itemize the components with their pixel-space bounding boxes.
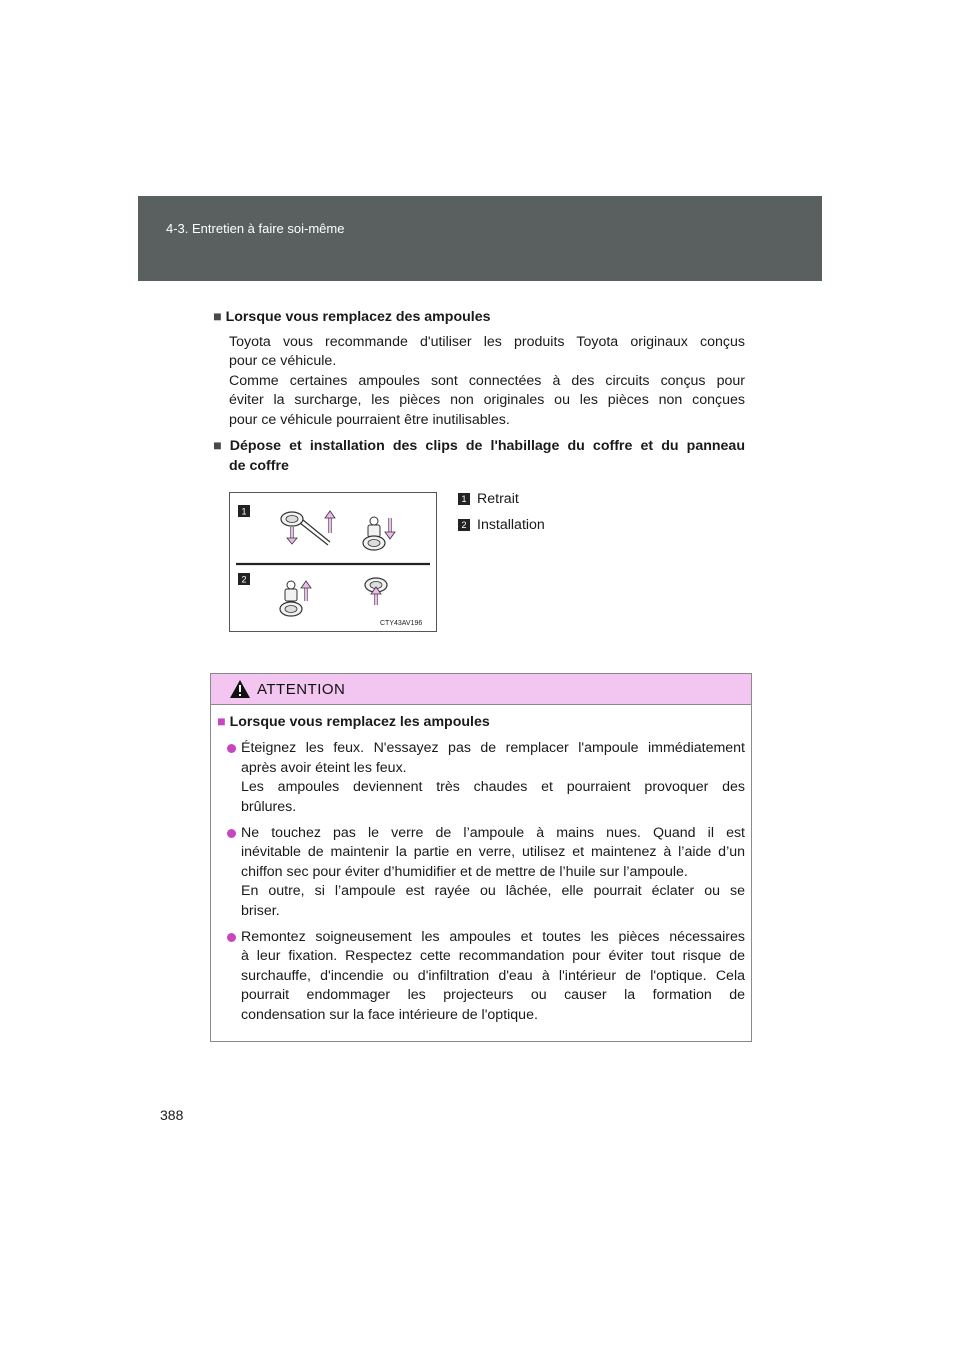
figure-legend — [458, 486, 545, 538]
attention-header — [211, 674, 751, 705]
attention-bullet — [217, 928, 745, 1025]
paragraph-line: pour ce véhicule. — [229, 353, 337, 370]
warning-triangle-icon — [229, 679, 251, 699]
figure-code: CTY43AV196 — [380, 620, 423, 627]
bullet-dot-icon — [227, 933, 236, 942]
clip-install-push — [365, 578, 387, 605]
clip-removal-pulled — [363, 517, 395, 550]
bullet-dot-icon — [227, 744, 236, 753]
clip-diagram — [230, 493, 436, 631]
attention-title: ATTENTION — [257, 680, 346, 698]
bullet-line: Éteignez les feux. N'essayez pas de remplacer l'ampoule immédiatement — [241, 740, 745, 757]
section-bulb-replacement — [213, 308, 745, 431]
paragraph-line: pour ce véhicule pourraient être inutilisables. — [229, 411, 510, 428]
bullet-line: inévitable de maintenir la partie en verre, utilisez et maintenez à l’aide d’un — [241, 844, 745, 861]
clip-removal — [281, 511, 335, 545]
legend-label: Retrait — [477, 491, 519, 507]
page-number: 388 — [160, 1107, 184, 1123]
bullet-line: pourrait endommager les projecteurs ou causer la formation de — [241, 987, 745, 1004]
legend-item — [458, 486, 545, 512]
legend-item — [458, 512, 545, 538]
bullet-line: surchauffe, d'incendie ou d'infiltration d'eau à l'intérieur de l'optique. Cela — [241, 967, 745, 984]
square-bullet-icon: ■ — [217, 714, 226, 730]
bullet-line: brûlures. — [241, 798, 297, 815]
legend-badge: 2 — [458, 519, 470, 531]
header-band — [138, 196, 822, 281]
bullet-line: chiffon sec pour éviter d’humidifier et de mettre de l’huile sur l’ampoule. — [241, 863, 688, 880]
attention-bullet — [217, 739, 745, 817]
section-heading — [213, 308, 745, 328]
attention-heading — [217, 713, 745, 732]
legend-label: Installation — [477, 517, 545, 533]
heading-line — [213, 437, 745, 457]
bullet-line: à leur fixation. Respectez cette recommandation pour éviter tout risque de — [241, 948, 745, 965]
attention-heading-text: Lorsque vous remplacez les ampoules — [229, 714, 490, 730]
bullet-line: Les ampoules deviennent très chaudes et pourraient provoquer des — [241, 779, 745, 796]
legend-badge: 1 — [458, 493, 470, 505]
paragraph-line: Comme certaines ampoules sont connectées à des circuits conçus pour — [229, 372, 745, 389]
section-paragraph — [229, 333, 745, 431]
square-bullet-icon: ■ — [213, 438, 226, 454]
section-title: 4-3. Entretien à faire soi-même — [166, 221, 345, 236]
step-2-badge-text: 2 — [241, 574, 247, 585]
attention-box — [210, 673, 752, 1042]
bullet-line: En outre, si l’ampoule est rayée ou lâchée, elle pourrait éclater ou se — [241, 883, 745, 900]
paragraph-line: Toyota vous recommande d'utiliser les produits Toyota originaux conçus — [229, 333, 745, 350]
bullet-line: Ne touchez pas le verre de l’ampoule à mains nues. Quand il est — [241, 825, 745, 842]
attention-bullet — [217, 824, 745, 921]
section-clips — [213, 437, 745, 476]
paragraph-line: éviter la surcharge, les pièces non originales ou les pièces non conçues — [229, 392, 745, 409]
step-1-badge-text: 1 — [241, 506, 247, 517]
bullet-line: après avoir éteint les feux. — [241, 759, 407, 776]
attention-body — [211, 705, 751, 1025]
clip-illustration — [229, 492, 437, 632]
clip-install-pin — [280, 581, 311, 616]
bullet-line: briser. — [241, 902, 280, 919]
heading-line: de coffre — [229, 457, 289, 474]
bullet-dot-icon — [227, 829, 236, 838]
square-bullet-icon: ■ — [213, 309, 222, 325]
bullet-line: condensation sur la face intérieure de l'optique. — [241, 1006, 538, 1023]
section-heading-text: Lorsque vous remplacez des ampoules — [225, 309, 491, 325]
section-heading — [213, 437, 745, 476]
bullet-line: Remontez soigneusement les ampoules et toutes les pièces nécessaires — [241, 929, 745, 946]
section-heading-text: Dépose et installation des clips de l'habillage du coffre et du panneau — [229, 438, 745, 454]
